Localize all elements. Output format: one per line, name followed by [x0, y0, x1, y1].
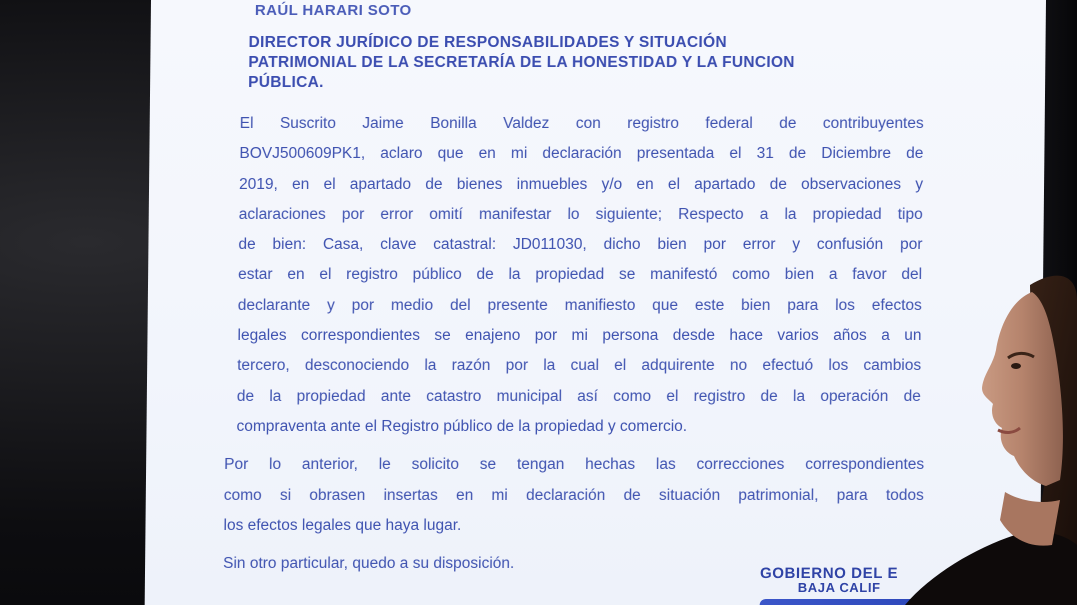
- text-line: legales correspondientes se enajeno por mi persona desde hace varios años a un: [237, 327, 922, 345]
- closing-line: Sin otro particular, quedo a su disposición.: [223, 555, 515, 573]
- text-line: estar en el registro público de la propiedad se manifestó como bien a favor del: [238, 266, 923, 284]
- text-line: como si obrasen insertas en mi declaración de situación patrimonial, para todos: [223, 486, 924, 504]
- government-seal: [760, 567, 960, 605]
- body-paragraph-1: [236, 109, 923, 442]
- text-line: declarante y por medio del presente manifiesto que este bien para los efectos: [237, 296, 922, 314]
- document-display-screen: [145, 0, 1046, 605]
- text-line: BOVJ500609PK1, aclaro que en mi declaración presentada el 31 de Diciembre de: [239, 145, 924, 163]
- heading-line: PATRIMONIAL DE LA SECRETARÍA DE LA HONESTIDAD Y LA FUNCION: [248, 54, 795, 71]
- text-line: El Suscrito Jaime Bonilla Valdez con registro federal de contribuyentes: [239, 115, 924, 132]
- text-line: compraventa ante el Registro público de la propiedad y comercio.: [236, 417, 688, 435]
- text-line: de bien: Casa, clave catastral: JD011030, dicho bien por error y confusión por: [238, 236, 923, 254]
- text-line: de la propiedad ante catastro municipal así como el registro de la operación de: [236, 387, 921, 405]
- seal-text-line-1: GOBIERNO DEL E: [759, 565, 899, 582]
- text-line: 2019, en el apartado de bienes inmuebles y/o en el apartado de observaciones y: [238, 175, 924, 193]
- text-line: tercero, desconociendo la razón por la cual el adquirente no efectuó los cambios: [237, 357, 922, 375]
- text-line: los efectos legales que haya lugar.: [223, 516, 462, 534]
- addressee-name: RAÚL HARARI SOTO: [254, 2, 412, 19]
- heading-line: DIRECTOR JURÍDICO DE RESPONSABILIDADES Y SITUACIÓN: [248, 34, 727, 51]
- seal-text-line-2: BAJA CALIF: [797, 580, 881, 595]
- text-line: aclaraciones por error omití manifestar lo siguiente; Respecto a la propiedad tipo: [238, 205, 923, 223]
- letter-document: [223, 2, 929, 573]
- heading-line: PÚBLICA.: [248, 74, 324, 91]
- right-dark-edge: [1040, 0, 1077, 605]
- body-paragraph-2: [223, 450, 924, 541]
- seal-logo-band: [760, 599, 950, 605]
- text-line: Por lo anterior, le solicito se tengan hechas las correcciones correspondientes: [224, 456, 925, 474]
- addressee-title: [248, 33, 929, 93]
